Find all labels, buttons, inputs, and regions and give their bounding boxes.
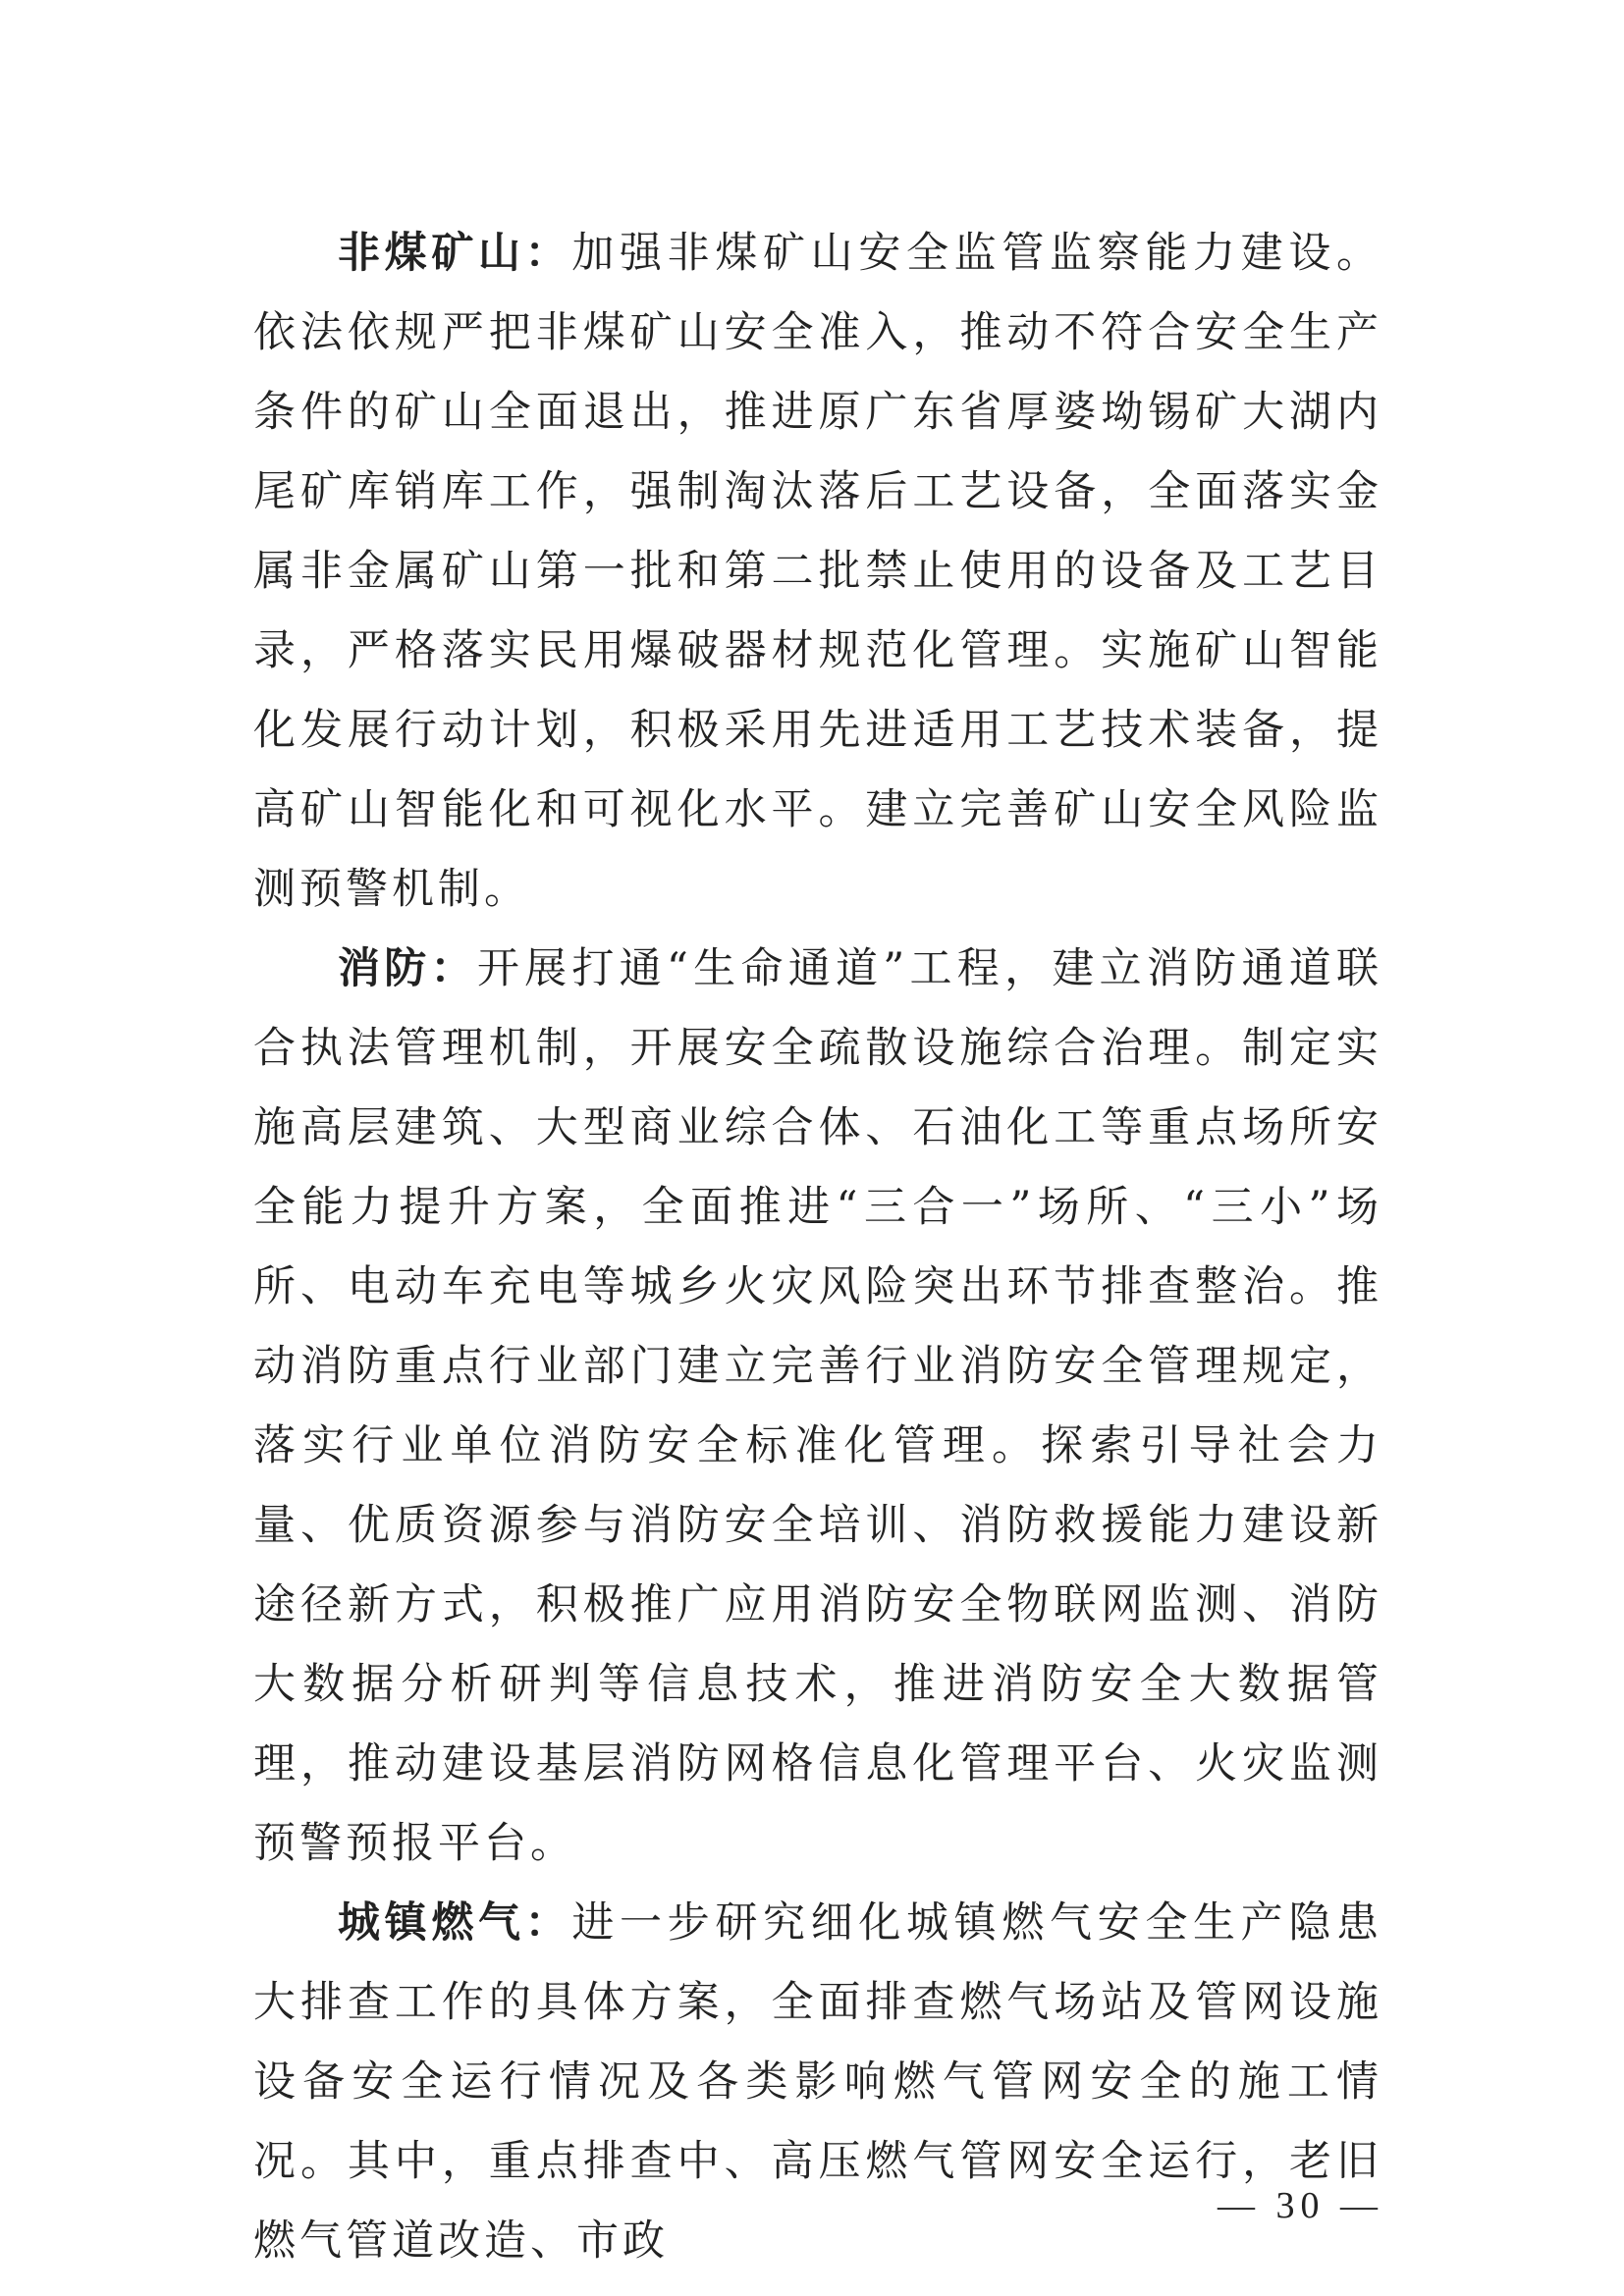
page-number: — 30 — (1218, 2185, 1383, 2226)
paragraph-fire-safety (253, 930, 1382, 1884)
paragraph-text: 加强非煤矿山安全监管监察能力建设。依法依规严把非煤矿山安全准入，推动不符合安全生产条件的矿山全面退出，推进原广东省厚婆坳锡矿大湖内尾矿库销库工作，强制淘汰落后工艺设备，全面落实金属非金属矿山第一批和第二批禁止使用的设备及工艺目录，严格落实民用爆破器材规范化管理。实施矿山智能化发展行动计划，积极采用先进适用工艺技术装备，提高矿山智能化和可视化水平。建立完善矿山安全风险监测预警机制。 (253, 229, 1383, 914)
document-body (253, 214, 1382, 2281)
paragraph-non-coal-mines (253, 214, 1382, 930)
paragraph-urban-gas (253, 1884, 1382, 2281)
paragraph-text: 进一步研究细化城镇燃气安全生产隐患大排查工作的具体方案，全面排查燃气场站及管网设施设备安全运行情况及各类影响燃气管网安全的施工情况。其中，重点排查中、高压燃气管网安全运行，老旧燃气管道改造、市政 (253, 1898, 1383, 2266)
paragraph-heading: 城镇燃气： (338, 1898, 572, 1948)
paragraph-heading: 消防： (338, 944, 477, 993)
paragraph-text: 开展打通“生命通道”工程，建立消防通道联合执法管理机制，开展安全疏散设施综合治理。制定实施高层建筑、大型商业综合体、石油化工等重点场所安全能力提升方案，全面推进“三合一”场所、“三小”场所、电动车充电等城乡火灾风险突出环节排查整治。推动消防重点行业部门建立完善行业消防安全管理规定，落实行业单位消防安全标准化管理。探索引导社会力量、优质资源参与消防安全培训、消防救援能力建设新途径新方式，积极推广应用消防安全物联网监测、消防大数据分析研判等信息技术，推进消防安全大数据管理，推动建设基层消防网格信息化管理平台、火灾监测预警预报平台。 (253, 944, 1383, 1868)
paragraph-heading: 非煤矿山： (338, 229, 572, 278)
